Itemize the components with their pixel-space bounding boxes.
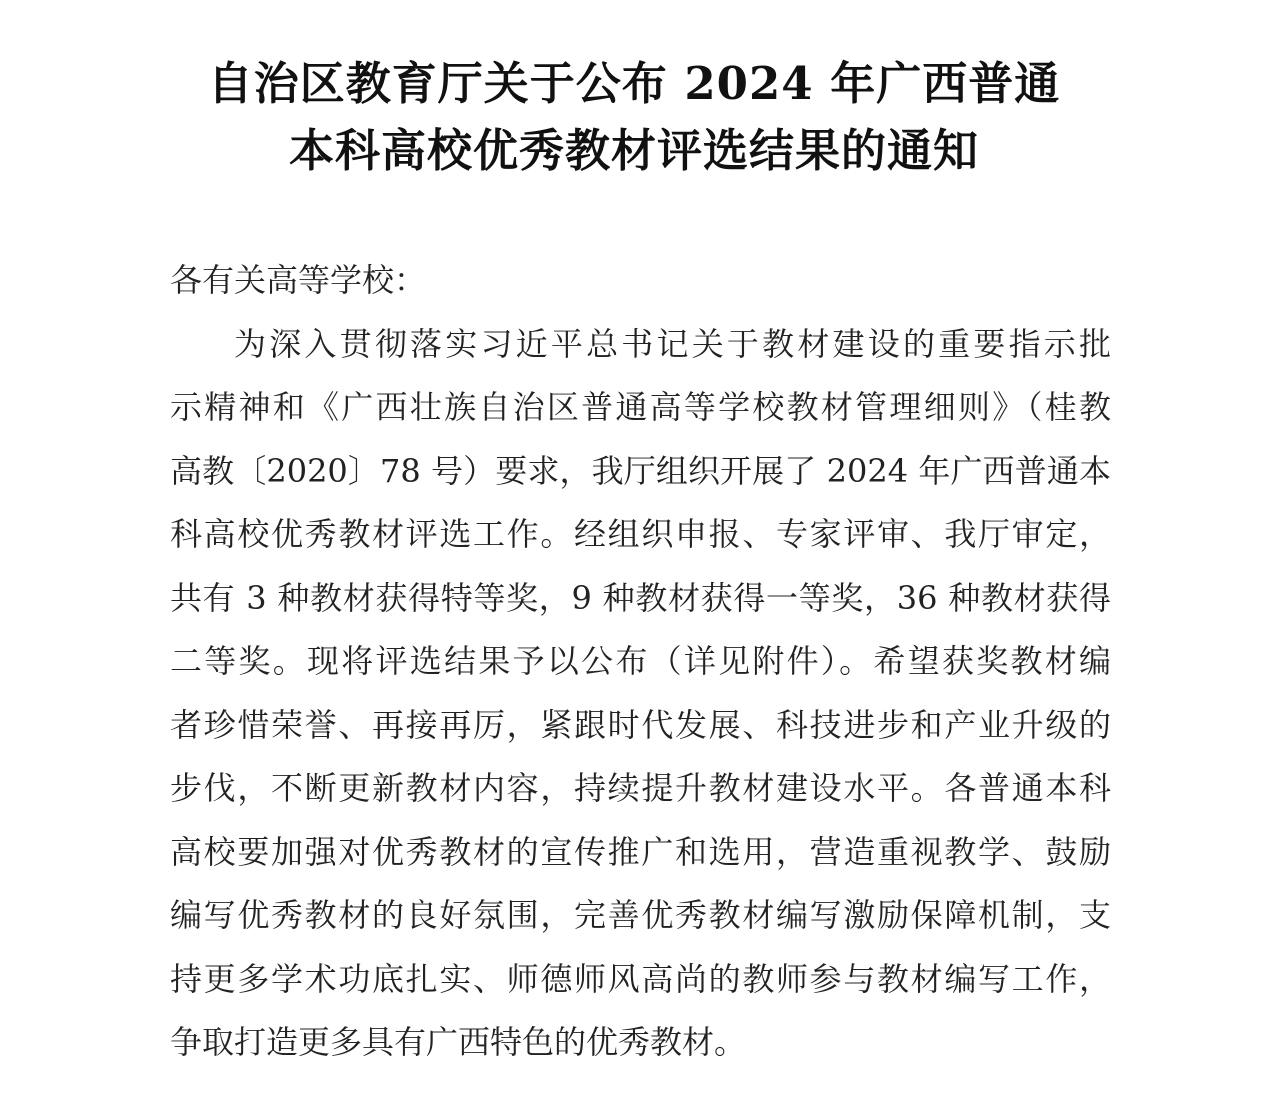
paragraph-line: 科高校优秀教材评选工作。经组织申报、专家评审、我厅审定， xyxy=(170,515,1111,553)
document-title xyxy=(0,0,1268,184)
paragraph-line: 争取打造更多具有广西特色的优秀教材。 xyxy=(170,1023,747,1061)
salutation: 各有关高等学校： xyxy=(170,261,427,299)
paragraph-line: 示精神和《广西壮族自治区普通高等学校教材管理细则》（桂教 xyxy=(170,388,1111,426)
paragraph-line: 者珍惜荣誉、再接再厉，紧跟时代发展、科技进步和产业升级的 xyxy=(170,705,1111,744)
paragraph-line: 步伐，不断更新教材内容，持续提升教材建设水平。各普通本科 xyxy=(170,769,1111,807)
document-body xyxy=(170,249,1111,1075)
paragraph-line: 高教〔2020〕78 号）要求，我厅组织开展了 2024 年广西普通本 xyxy=(170,451,1111,490)
paragraph-line: 高校要加强对优秀教材的宣传推广和选用，营造重视教学、鼓励 xyxy=(170,832,1111,871)
paragraph-line: 共有 3 种教材获得特等奖，9 种教材获得一等奖，36 种教材获得 xyxy=(170,578,1111,617)
title-line-2: 本科高校优秀教材评选结果的通知 xyxy=(288,124,979,177)
main-paragraph xyxy=(170,313,1111,1075)
paragraph-line: 为深入贯彻落实习近平总书记关于教材建设的重要指示批 xyxy=(234,324,1111,363)
title-line-1: 自治区教育厅关于公布 2024 年广西普通 xyxy=(207,57,1061,110)
paragraph-line: 持更多学术功底扎实、师德师风高尚的教师参与教材编写工作， xyxy=(170,959,1111,998)
paragraph-line: 编写优秀教材的良好氛围，完善优秀教材编写激励保障机制，支 xyxy=(170,896,1111,934)
paragraph-line: 二等奖。现将评选结果予以公布（详见附件）。希望获奖教材编 xyxy=(170,642,1111,680)
